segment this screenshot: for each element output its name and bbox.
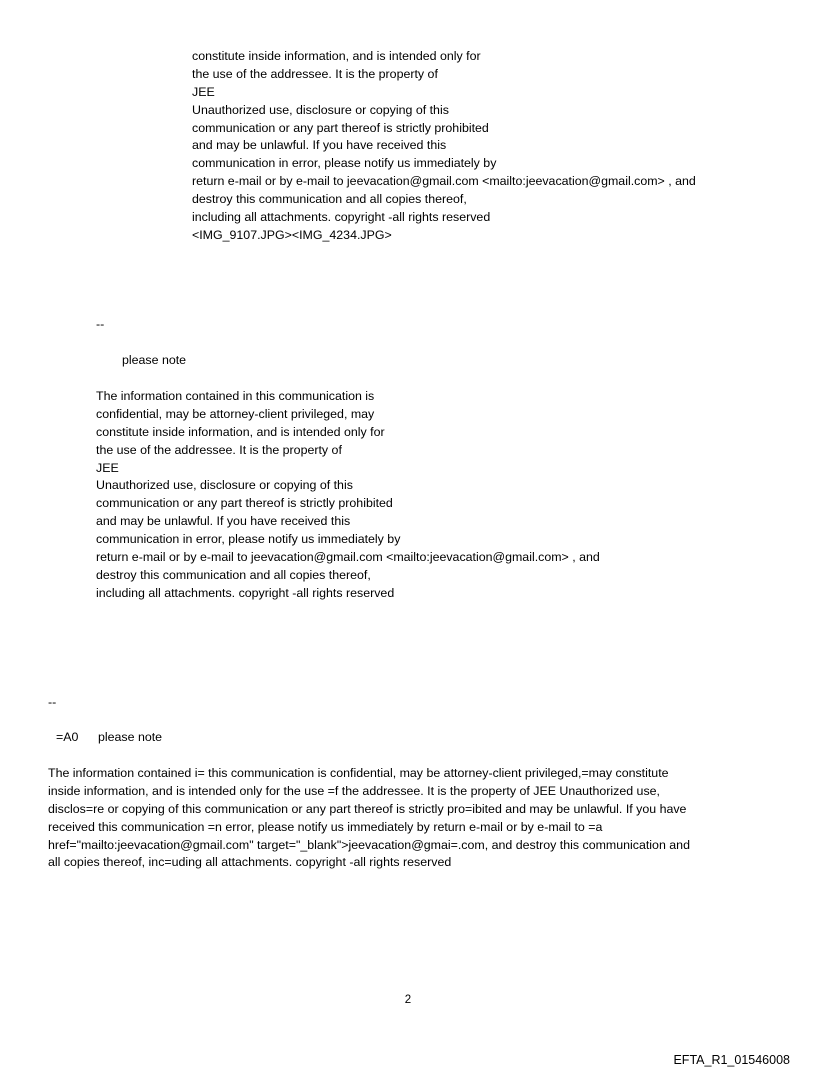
text-line: communication in error, please notify us immediately by xyxy=(192,156,497,171)
text-line: all copies thereof, inc=uding all attachments. copyright -all rights reserved xyxy=(48,855,452,870)
text-line: and may be unlawful. If you have received this xyxy=(96,514,351,529)
text-line: JEE xyxy=(96,460,119,475)
page-number: 2 xyxy=(404,994,412,1006)
signature-separator: -- xyxy=(96,317,105,331)
text-line: including all attachments. copyright -all rights reserved xyxy=(96,585,395,600)
disclaimer-block-nested xyxy=(192,48,696,245)
text-line: href="mailto:jeevacation@gmail.com" target="_blank">jeevacation@gmai=.com, and destroy this communication and xyxy=(48,837,690,852)
text-line: Unauthorized use, disclosure or copying of this xyxy=(192,102,449,117)
text-line: disclos=re or copying of this communication or any part thereof is strictly pro=ibited and may be unlawful. If you have xyxy=(48,801,687,816)
text-line: and may be unlawful. If you have received this xyxy=(192,138,447,153)
text-line: constitute inside information, and is intended only for xyxy=(96,424,385,439)
text-line: the use of the addressee. It is the property of xyxy=(96,442,342,457)
text-line: including all attachments. copyright -all rights reserved xyxy=(192,210,491,225)
text-line: communication or any part thereof is strictly prohibited xyxy=(192,120,489,135)
text-line: The information contained in this communication is xyxy=(96,389,375,403)
text-line: The information contained i= this communication is confidential, may be attorney-client privileged,=may constitute xyxy=(48,766,669,780)
text-line: JEE xyxy=(192,84,215,99)
text-line: return e-mail or by e-mail to jeevacation@gmail.com <mailto:jeevacation@gmail.com> , and xyxy=(96,550,600,565)
text-line: inside information, and is intended only for the use =f the addressee. It is the property of JEE Unauthorized use, xyxy=(48,783,660,798)
text-line: communication or any part thereof is strictly prohibited xyxy=(96,496,393,511)
disclaimer-block-quoted xyxy=(96,388,600,603)
text-line: destroy this communication and all copies thereof, xyxy=(192,192,467,207)
text-line: communication in error, please notify us immediately by xyxy=(96,532,401,547)
document-id: EFTA_R1_01546008 xyxy=(673,1053,790,1067)
encoded-prefix: =A0 xyxy=(56,730,79,744)
text-line: Unauthorized use, disclosure or copying of this xyxy=(96,478,353,493)
please-note-heading xyxy=(56,729,162,747)
please-note-heading: please note xyxy=(122,353,187,367)
text-line: the use of the addressee. It is the property of xyxy=(192,66,438,81)
disclaimer-block-encoded xyxy=(48,765,764,872)
please-note-text: please note xyxy=(98,730,163,744)
text-line: received this communication =n error, please notify us immediately by return e-mail or by e-mail to =a xyxy=(48,819,603,834)
text-line: confidential, may be attorney-client privileged, may xyxy=(96,406,375,421)
attachment-names: <IMG_9107.JPG><IMG_4234.JPG> xyxy=(192,227,392,242)
text-line: return e-mail or by e-mail to jeevacation@gmail.com <mailto:jeevacation@gmail.com> , and xyxy=(192,174,696,189)
text-line: constitute inside information, and is intended only for xyxy=(192,49,481,63)
signature-separator: -- xyxy=(48,695,57,709)
text-line: destroy this communication and all copies thereof, xyxy=(96,567,371,582)
